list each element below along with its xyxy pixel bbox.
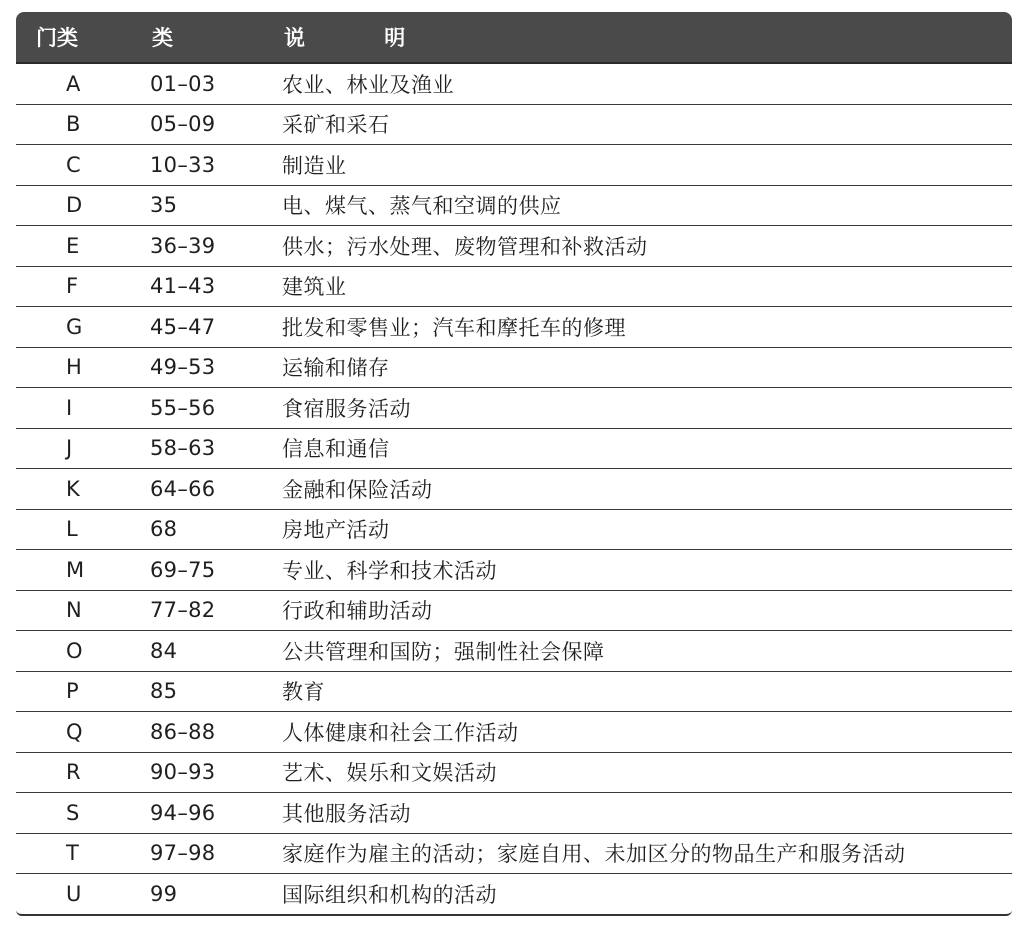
table-row xyxy=(16,510,1012,551)
table-row xyxy=(16,874,1012,914)
section-cell: Q xyxy=(66,719,83,744)
description-cell: 专业、科学和技术活动 xyxy=(282,558,497,583)
table-row xyxy=(16,307,1012,348)
header-section: 门类 xyxy=(36,26,78,50)
section-cell: L xyxy=(66,517,78,542)
section-cell: K xyxy=(66,476,80,501)
description-cell: 教育 xyxy=(282,680,325,705)
table-row xyxy=(16,672,1012,713)
division-cell: 01–03 xyxy=(150,71,216,96)
description-cell: 农业、林业及渔业 xyxy=(282,72,454,97)
division-cell: 68 xyxy=(150,517,178,542)
division-cell: 36–39 xyxy=(150,233,216,258)
table-row xyxy=(16,429,1012,470)
division-cell: 99 xyxy=(150,881,178,906)
division-cell: 86–88 xyxy=(150,719,216,744)
section-cell: O xyxy=(66,638,83,663)
description-cell: 公共管理和国防；强制性社会保障 xyxy=(282,639,605,664)
section-cell: H xyxy=(66,355,82,380)
table-row xyxy=(16,834,1012,875)
description-cell: 家庭作为雇主的活动；家庭自用、未加区分的物品生产和服务活动 xyxy=(282,842,906,867)
division-cell: 85 xyxy=(150,679,178,704)
section-cell: U xyxy=(66,881,82,906)
table-row xyxy=(16,469,1012,510)
division-cell: 35 xyxy=(150,193,178,218)
section-cell: G xyxy=(66,314,83,339)
section-cell: E xyxy=(66,233,80,258)
section-cell: A xyxy=(66,71,81,96)
description-cell: 艺术、娱乐和文娱活动 xyxy=(282,761,497,786)
section-cell: S xyxy=(66,800,80,825)
table-row xyxy=(16,550,1012,591)
division-cell: 45–47 xyxy=(150,314,216,339)
description-cell: 建筑业 xyxy=(282,275,347,300)
table-row xyxy=(16,348,1012,389)
section-cell: F xyxy=(66,274,79,299)
table-row xyxy=(16,64,1012,105)
description-cell: 电、煤气、蒸气和空调的供应 xyxy=(282,194,562,219)
section-cell: J xyxy=(66,436,73,461)
division-cell: 64–66 xyxy=(150,476,216,501)
table-row xyxy=(16,631,1012,672)
table-row xyxy=(16,267,1012,308)
table-row xyxy=(16,226,1012,267)
section-cell: T xyxy=(66,841,79,866)
description-cell: 国际组织和机构的活动 xyxy=(282,882,497,907)
division-cell: 58–63 xyxy=(150,436,216,461)
section-cell: M xyxy=(66,557,85,582)
table-row xyxy=(16,186,1012,227)
division-cell: 49–53 xyxy=(150,355,216,380)
table-row xyxy=(16,793,1012,834)
description-cell: 金融和保险活动 xyxy=(282,477,433,502)
description-cell: 采矿和采石 xyxy=(282,113,390,138)
description-cell: 行政和辅助活动 xyxy=(282,599,433,624)
table-body xyxy=(16,64,1012,914)
table-row xyxy=(16,388,1012,429)
description-cell: 房地产活动 xyxy=(282,518,390,543)
table-row xyxy=(16,591,1012,632)
table-header xyxy=(16,12,1012,64)
division-cell: 94–96 xyxy=(150,800,216,825)
classification-table xyxy=(16,12,1012,916)
table-row xyxy=(16,712,1012,753)
description-cell: 信息和通信 xyxy=(282,437,390,462)
header-division: 类 xyxy=(152,26,173,50)
division-cell: 05–09 xyxy=(150,112,216,137)
section-cell: N xyxy=(66,598,82,623)
description-cell: 食宿服务活动 xyxy=(282,396,411,421)
description-cell: 运输和储存 xyxy=(282,356,390,381)
section-cell: C xyxy=(66,152,81,177)
division-cell: 97–98 xyxy=(150,841,216,866)
table-row xyxy=(16,145,1012,186)
table-row xyxy=(16,105,1012,146)
description-cell: 人体健康和社会工作活动 xyxy=(282,720,519,745)
section-cell: B xyxy=(66,112,81,137)
division-cell: 90–93 xyxy=(150,760,216,785)
section-cell: I xyxy=(66,395,73,420)
section-cell: R xyxy=(66,760,81,785)
division-cell: 77–82 xyxy=(150,598,216,623)
division-cell: 55–56 xyxy=(150,395,216,420)
description-cell: 制造业 xyxy=(282,153,347,178)
division-cell: 84 xyxy=(150,638,178,663)
section-cell: P xyxy=(66,679,79,704)
division-cell: 41–43 xyxy=(150,274,216,299)
description-cell: 其他服务活动 xyxy=(282,801,411,826)
header-description: 说 明 xyxy=(284,26,442,50)
description-cell: 供水；污水处理、废物管理和补救活动 xyxy=(282,234,648,259)
division-cell: 10–33 xyxy=(150,152,216,177)
section-cell: D xyxy=(66,193,83,218)
table-row xyxy=(16,753,1012,794)
division-cell: 69–75 xyxy=(150,557,216,582)
description-cell: 批发和零售业；汽车和摩托车的修理 xyxy=(282,315,626,340)
